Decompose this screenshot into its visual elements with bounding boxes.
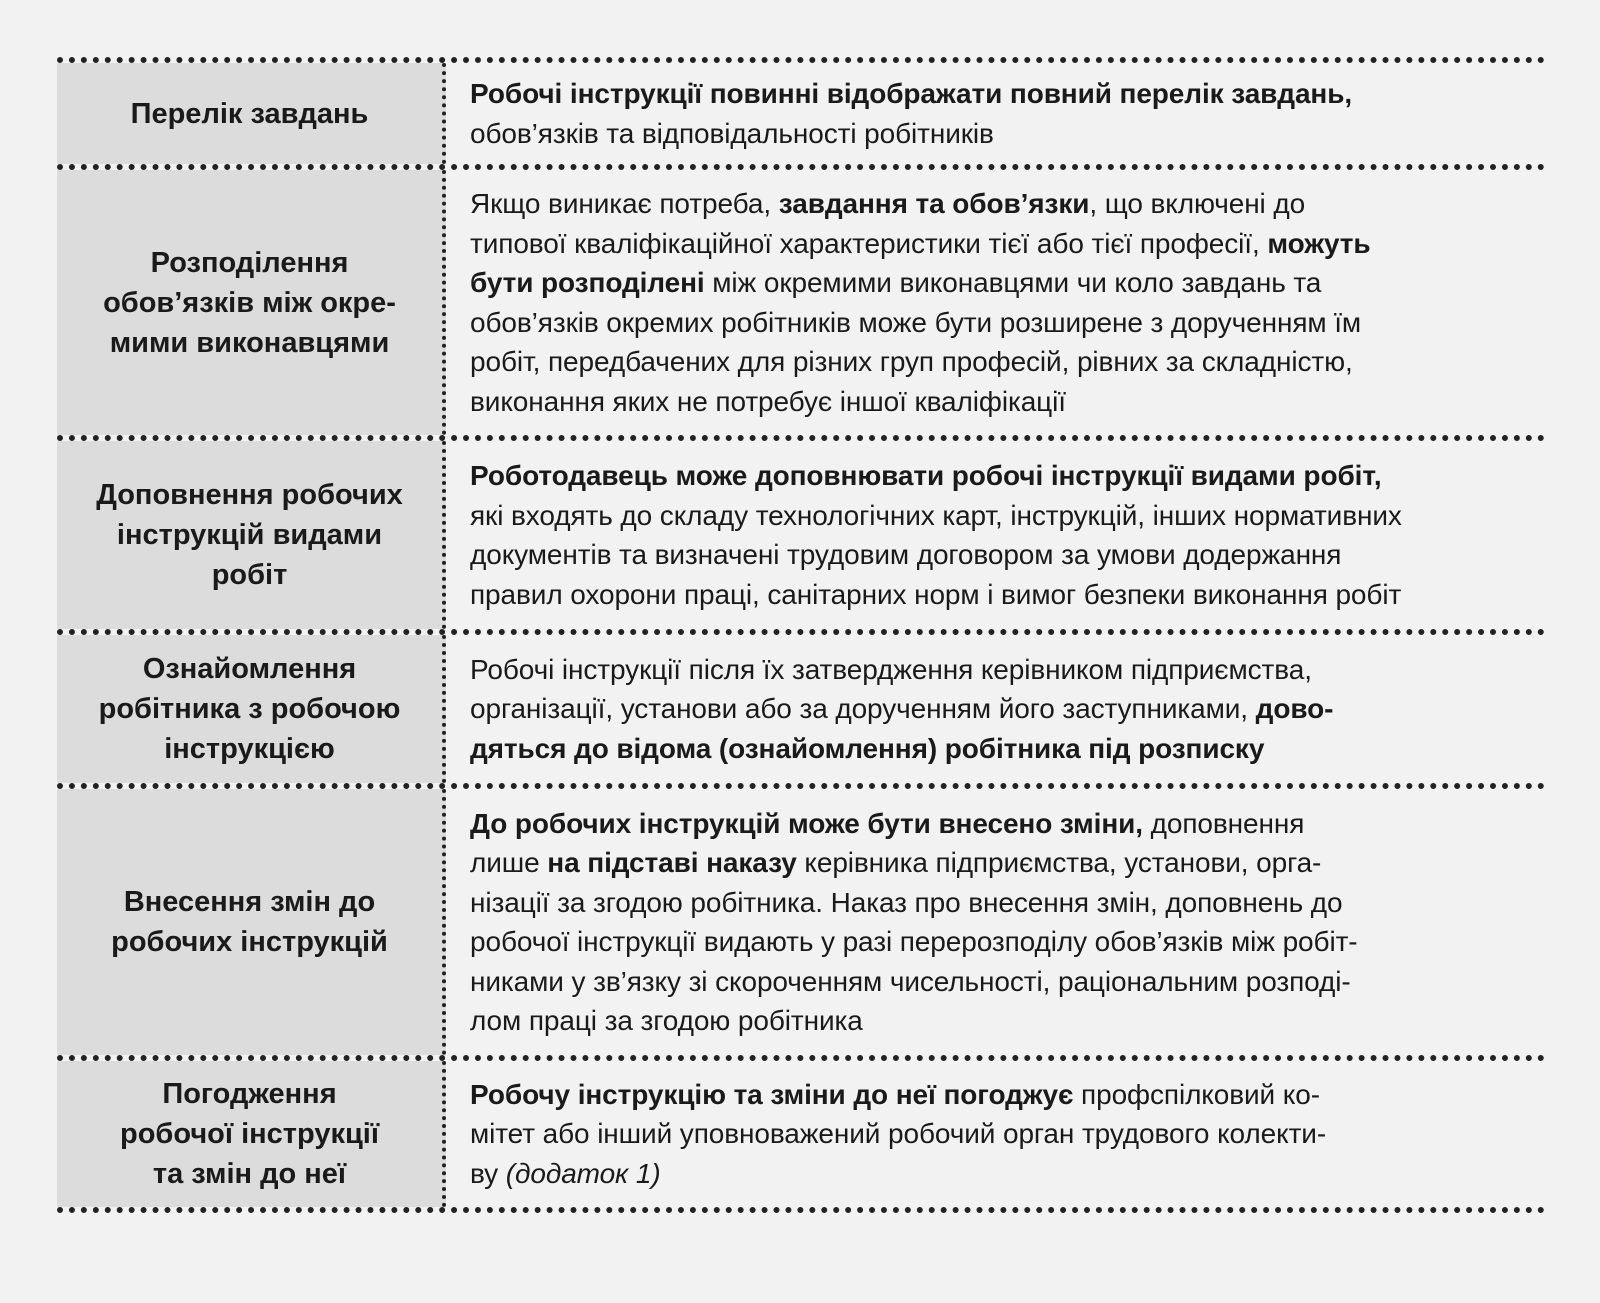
emphasis-text: Робочі інструкції повинні відображати повний перелік завдань,: [470, 78, 1353, 109]
plain-text: робіт, передбачених для різних груп професій, рівних за складністю,: [470, 346, 1353, 377]
table-row: [57, 1061, 1545, 1213]
description-line: [470, 729, 1527, 769]
row-label-line: мими виконавцями: [109, 326, 390, 359]
plain-text: лом праці за згодою робітника: [470, 1005, 863, 1036]
description-line: [470, 342, 1527, 382]
plain-text: керівника підприємства, установи, орга-: [796, 847, 1322, 878]
description-line: [470, 1075, 1527, 1115]
description-line: [470, 263, 1527, 303]
plain-text: доповнення: [1142, 807, 1305, 839]
plain-text: обов’язків та відповідальності робітників: [470, 117, 994, 149]
description-line: [470, 303, 1527, 343]
table-row: [57, 789, 1545, 1061]
emphasis-text: на підставі наказу: [547, 847, 797, 878]
row-label-line: Ознайомлення: [142, 653, 357, 685]
row-description: [446, 789, 1545, 1055]
plain-text: робочої інструкції видають у разі перерозподілу обов’язків між робіт-: [470, 926, 1358, 957]
italic-text: (додаток 1): [505, 1157, 661, 1189]
row-label-line: та змін до неї: [152, 1158, 347, 1190]
plain-text: організації, установи або за дорученням його заступниками,: [470, 693, 1256, 725]
emphasis-text: дово-: [1255, 693, 1334, 725]
plain-text: обов’язків окремих робітників може бути розширене з дорученням їм: [470, 306, 1362, 338]
plain-text: профспілковий ко-: [1073, 1078, 1320, 1110]
row-label-line: інструкцією: [164, 733, 335, 765]
row-label-line: робочих інструкцій: [111, 926, 388, 958]
table-row: [57, 441, 1545, 635]
plain-text: документів та визначені трудовим договором за умови додержання: [470, 539, 1342, 570]
description-line: [470, 962, 1527, 1002]
description-line: [470, 114, 1527, 154]
plain-text: лише: [470, 847, 548, 878]
plain-text: никами у зв’язку зі скороченням чисельності, раціональним розподі-: [470, 965, 1351, 997]
row-label-line: робочої інструкції: [119, 1118, 380, 1150]
row-label: [57, 789, 446, 1055]
plain-text: , що включені до: [1089, 188, 1306, 219]
table-row: [57, 635, 1545, 789]
plain-text: які входять до складу технологічних карт, інструкцій, інших нормативних: [470, 499, 1402, 531]
emphasis-text: Робочу інструкцію та зміни до неї погоджує: [470, 1078, 1074, 1110]
plain-text: правил охорони праці, санітарних норм і вимог безпеки виконання робіт: [470, 578, 1402, 610]
row-label: [57, 635, 446, 783]
description-line: [470, 456, 1527, 496]
row-description: [446, 635, 1545, 783]
description-line: [470, 650, 1527, 690]
emphasis-text: завдання та обов’язки: [778, 188, 1090, 219]
emphasis-text: Роботодавець може доповнювати робочі інструкції видами робіт,: [470, 460, 1382, 491]
row-description: [446, 170, 1545, 435]
emphasis-text: можуть: [1267, 227, 1371, 259]
row-label-line: обов’язків між окре-: [103, 286, 396, 319]
row-label-line: робітника з робочою: [98, 693, 401, 725]
table-row: [57, 170, 1545, 441]
plain-text: між окремими виконавцями чи коло завдань та: [704, 267, 1322, 298]
description-line: [470, 922, 1527, 962]
emphasis-text: бути розподілені: [470, 267, 705, 298]
description-line: [470, 496, 1527, 536]
description-line: [470, 883, 1527, 923]
row-label-line: Перелік завдань: [130, 97, 369, 130]
row-label-line: Доповнення робочих: [96, 479, 403, 511]
row-description: [446, 1061, 1545, 1207]
plain-text: Якщо виникає потреба,: [470, 188, 779, 219]
description-line: [470, 1154, 1527, 1194]
plain-text: ву: [470, 1157, 506, 1189]
row-description: [446, 63, 1545, 164]
row-label: [57, 63, 446, 164]
description-line: [470, 843, 1527, 883]
description-line: [470, 804, 1527, 844]
description-line: [470, 382, 1527, 422]
row-label-line: Розподілення: [150, 246, 349, 279]
row-label-line: Погодження: [162, 1078, 337, 1110]
description-line: [470, 575, 1527, 615]
row-description: [446, 441, 1545, 629]
row-label-line: робіт: [211, 559, 288, 591]
table-row: [57, 63, 1545, 170]
plain-text: мітет або інший уповноважений робочий орган трудового колекти-: [470, 1118, 1327, 1150]
info-table: [57, 57, 1545, 1213]
emphasis-text: До робочих інструкцій може бути внесено зміни,: [470, 807, 1143, 839]
plain-text: нізації за згодою робітника. Наказ про внесення змін, доповнень до: [470, 886, 1343, 918]
description-line: [470, 1114, 1527, 1154]
row-label-line: інструкцій видами: [116, 519, 383, 551]
description-line: [470, 1001, 1527, 1041]
row-label-line: Внесення змін до: [123, 886, 376, 918]
plain-text: виконання яких не потребує іншої кваліфікації: [470, 385, 1066, 417]
row-label: [57, 441, 446, 629]
description-line: [470, 689, 1527, 729]
row-label: [57, 170, 446, 435]
plain-text: Робочі інструкції після їх затвердження керівником підприємства,: [470, 653, 1312, 685]
emphasis-text: дяться до відома (ознайомлення) робітника під розписку: [470, 732, 1265, 764]
description-line: [470, 535, 1527, 575]
description-line: [470, 184, 1527, 224]
row-label: [57, 1061, 446, 1207]
plain-text: типової кваліфікаційної характеристики тієї або тієї професії,: [470, 227, 1268, 259]
description-line: [470, 224, 1527, 264]
description-line: [470, 74, 1527, 114]
